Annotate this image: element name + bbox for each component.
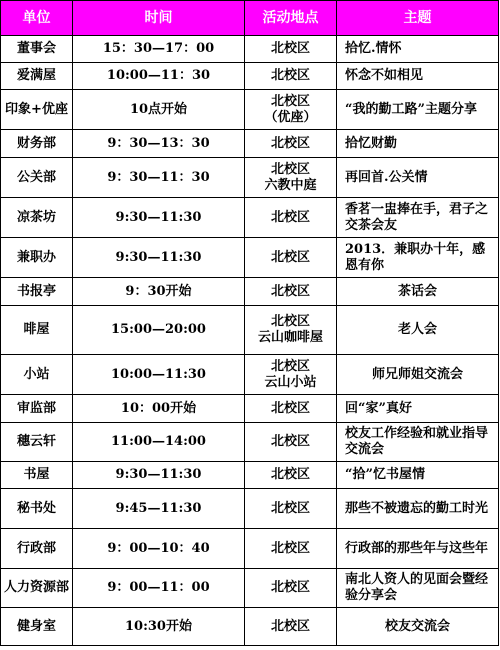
cell-unit: 秘书处 [1,489,73,529]
cell-unit: 书报亭 [1,278,73,306]
cell-topic: 那些不被遗忘的勤工时光 [337,489,499,529]
table-row [1,63,499,90]
cell-time: 9：00—11：00 [73,569,245,608]
table-row [1,238,499,278]
cell-location: 北校区 云山小站 [245,355,337,395]
cell-time: 15:00—20:00 [73,306,245,355]
cell-time: 9:30—11:30 [73,462,245,489]
cell-location: 北校区 [245,529,337,569]
cell-time: 9：30开始 [73,278,245,306]
cell-time: 9：30—11：30 [73,158,245,198]
cell-topic: 再回首.公关情 [337,158,499,198]
table-body [1,36,499,646]
cell-time: 11:00—14:00 [73,423,245,462]
cell-topic: 2013．兼职办十年，感恩有你 [337,238,499,278]
cell-unit: 爱满屋 [1,63,73,90]
cell-time: 9：00—10：40 [73,529,245,569]
cell-unit: 小站 [1,355,73,395]
table-row [1,198,499,238]
cell-unit: 财务部 [1,130,73,158]
header-row [1,1,499,36]
cell-topic: “拾”忆书屋情 [337,462,499,489]
cell-location: 北校区 [245,130,337,158]
cell-location: 北校区 [245,423,337,462]
cell-location: 北校区 六教中庭 [245,158,337,198]
table-row [1,90,499,130]
cell-location: 北校区 （优座） [245,90,337,130]
cell-unit: 健身室 [1,608,73,646]
cell-topic: 拾忆.情怀 [337,36,499,63]
table-row [1,130,499,158]
header-location: 活动地点 [245,1,337,36]
cell-topic: 拾忆财勤 [337,130,499,158]
cell-time: 15：30—17：00 [73,36,245,63]
cell-topic: 校友工作经验和就业指导交流会 [337,423,499,462]
header-unit: 单位 [1,1,73,36]
cell-time: 10:00—11:30 [73,355,245,395]
cell-location: 北校区 [245,198,337,238]
cell-unit: 啡屋 [1,306,73,355]
cell-time: 10点开始 [73,90,245,130]
cell-unit: 兼职办 [1,238,73,278]
table-row [1,529,499,569]
cell-unit: 董事会 [1,36,73,63]
cell-location: 北校区 [245,278,337,306]
cell-location: 北校区 [245,238,337,278]
cell-unit: 人力资源部 [1,569,73,608]
table-row [1,608,499,646]
cell-unit: 穗云轩 [1,423,73,462]
cell-topic: 茶话会 [337,278,499,306]
cell-location: 北校区 [245,36,337,63]
cell-time: 9:30—11:30 [73,198,245,238]
cell-location: 北校区 云山咖啡屋 [245,306,337,355]
cell-topic: 行政部的那些年与这些年 [337,529,499,569]
table-row [1,306,499,355]
header-time: 时间 [73,1,245,36]
table-row [1,158,499,198]
cell-topic: 师兄师姐交流会 [337,355,499,395]
table-row [1,569,499,608]
cell-time: 10:00—11：30 [73,63,245,90]
cell-topic: “我的勤工路”主题分享 [337,90,499,130]
cell-time: 9:30—11:30 [73,238,245,278]
cell-topic: 南北人资人的见面会暨经验分享会 [337,569,499,608]
cell-location: 北校区 [245,489,337,529]
cell-time: 9：30—13：30 [73,130,245,158]
cell-unit: 凉茶坊 [1,198,73,238]
cell-unit: 印象+优座 [1,90,73,130]
table-row [1,278,499,306]
cell-unit: 行政部 [1,529,73,569]
cell-location: 北校区 [245,608,337,646]
table-row [1,36,499,63]
table-row [1,423,499,462]
cell-time: 10:30开始 [73,608,245,646]
header-topic: 主题 [337,1,499,36]
cell-topic: 怀念不如相见 [337,63,499,90]
cell-location: 北校区 [245,462,337,489]
cell-location: 北校区 [245,63,337,90]
cell-topic: 回“家”真好 [337,395,499,423]
cell-unit: 审监部 [1,395,73,423]
table-row [1,395,499,423]
cell-unit: 公关部 [1,158,73,198]
table-row [1,462,499,489]
cell-topic: 校友交流会 [337,608,499,646]
cell-location: 北校区 [245,569,337,608]
table-row [1,489,499,529]
cell-topic: 老人会 [337,306,499,355]
cell-unit: 书屋 [1,462,73,489]
table-row [1,355,499,395]
cell-topic: 香茗一盅捧在手，君子之交茶会友 [337,198,499,238]
cell-time: 9:45—11:30 [73,489,245,529]
cell-time: 10：00开始 [73,395,245,423]
cell-location: 北校区 [245,395,337,423]
